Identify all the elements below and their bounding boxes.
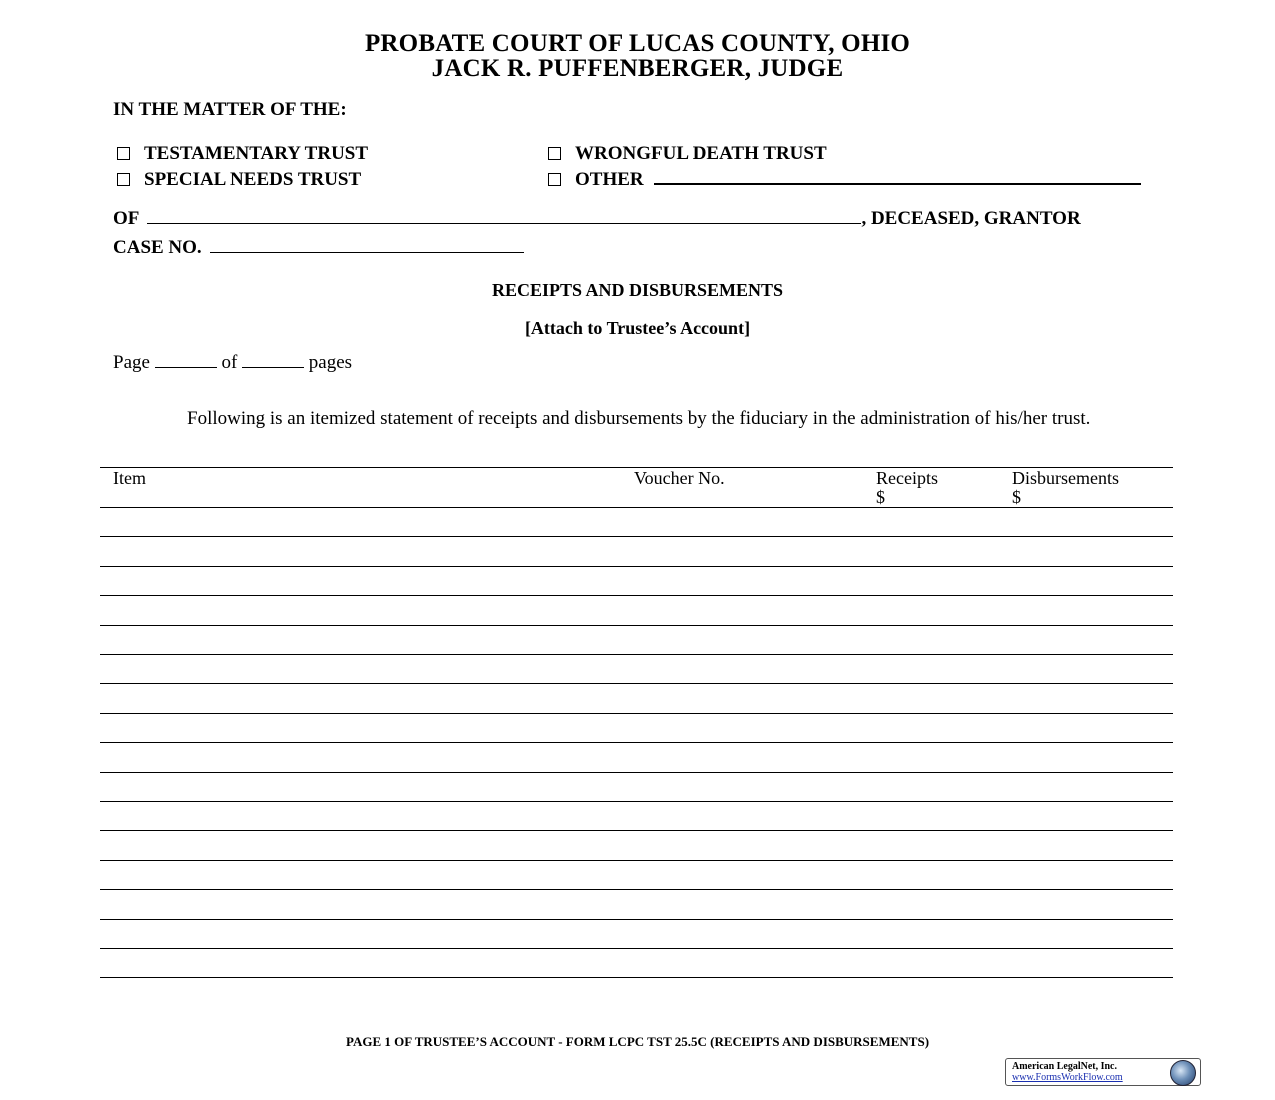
- column-disbursements: Disbursements: [1012, 468, 1119, 488]
- other-checkbox[interactable]: [548, 173, 561, 186]
- table-row[interactable]: [100, 919, 1173, 920]
- special-needs-checkbox[interactable]: [117, 173, 130, 186]
- pages-label: pages: [308, 352, 353, 373]
- case-no-label: CASE NO.: [113, 237, 202, 258]
- testamentary-checkbox[interactable]: [117, 147, 130, 160]
- testamentary-label: TESTAMENTARY TRUST: [144, 143, 369, 164]
- table-row[interactable]: [100, 625, 1173, 626]
- of-line: [113, 208, 1081, 230]
- form-footer: PAGE 1 OF TRUSTEE’S ACCOUNT - FORM LCPC TST 25.5C (RECEIPTS AND DISBURSEMENTS): [345, 1034, 930, 1049]
- other-blank-field[interactable]: [654, 183, 1141, 185]
- table-row[interactable]: [100, 713, 1173, 714]
- matter-label: IN THE MATTER OF THE:: [113, 99, 347, 120]
- form-subtitle: [Attach to Trustee’s Account]: [524, 318, 751, 338]
- page-of-label: of: [221, 352, 238, 373]
- column-voucher-no: Voucher No.: [634, 468, 725, 488]
- table-row[interactable]: [100, 536, 1173, 537]
- page-label: Page: [113, 352, 150, 373]
- page-number-field[interactable]: [155, 367, 217, 368]
- publisher-name: American LegalNet, Inc.: [1012, 1061, 1117, 1072]
- column-item: Item: [113, 468, 146, 488]
- deceased-grantor-label: , DECEASED, GRANTOR: [861, 208, 1081, 229]
- table-row[interactable]: [100, 595, 1173, 596]
- table-row[interactable]: [100, 654, 1173, 655]
- table-row[interactable]: [100, 801, 1173, 802]
- column-disbursements-unit: $: [1012, 487, 1021, 507]
- column-receipts-unit: $: [876, 487, 885, 507]
- table-row[interactable]: [100, 977, 1173, 978]
- grantor-name-field[interactable]: [147, 223, 861, 224]
- option-special-needs-trust[interactable]: [117, 169, 361, 191]
- case-no-line: [113, 237, 524, 259]
- table-row[interactable]: [100, 948, 1173, 949]
- table-row[interactable]: [100, 566, 1173, 567]
- total-pages-field[interactable]: [242, 367, 304, 368]
- statement-paragraph: Following is an itemized statement of receipts and disbursements by the fiduciary in the administration of his/her trust.: [187, 408, 1091, 429]
- court-title: PROBATE COURT OF LUCAS COUNTY, OHIO: [364, 30, 911, 57]
- wrongful-death-checkbox[interactable]: [548, 147, 561, 160]
- judge-title: JACK R. PUFFENBERGER, JUDGE: [431, 55, 844, 82]
- table-row[interactable]: [100, 889, 1173, 890]
- option-wrongful-death-trust[interactable]: [548, 143, 827, 165]
- option-other[interactable]: [548, 169, 1141, 191]
- table-row[interactable]: [100, 772, 1173, 773]
- table-row[interactable]: [100, 742, 1173, 743]
- table-row[interactable]: [100, 860, 1173, 861]
- table-row[interactable]: [100, 683, 1173, 684]
- globe-icon: [1170, 1060, 1196, 1086]
- other-label: OTHER: [575, 169, 644, 190]
- table-header-rule: [100, 507, 1173, 508]
- option-testamentary-trust[interactable]: [117, 143, 368, 165]
- table-row[interactable]: [100, 830, 1173, 831]
- page-count-line: [113, 352, 352, 374]
- column-receipts: Receipts: [876, 468, 938, 488]
- publisher-logo[interactable]: [1005, 1058, 1201, 1086]
- of-label: OF: [113, 208, 139, 229]
- publisher-url-link[interactable]: www.FormsWorkFlow.com: [1012, 1072, 1123, 1083]
- wrongful-death-label: WRONGFUL DEATH TRUST: [575, 143, 827, 164]
- special-needs-label: SPECIAL NEEDS TRUST: [144, 169, 362, 190]
- case-no-field[interactable]: [210, 252, 524, 253]
- form-title: RECEIPTS AND DISBURSEMENTS: [491, 280, 784, 300]
